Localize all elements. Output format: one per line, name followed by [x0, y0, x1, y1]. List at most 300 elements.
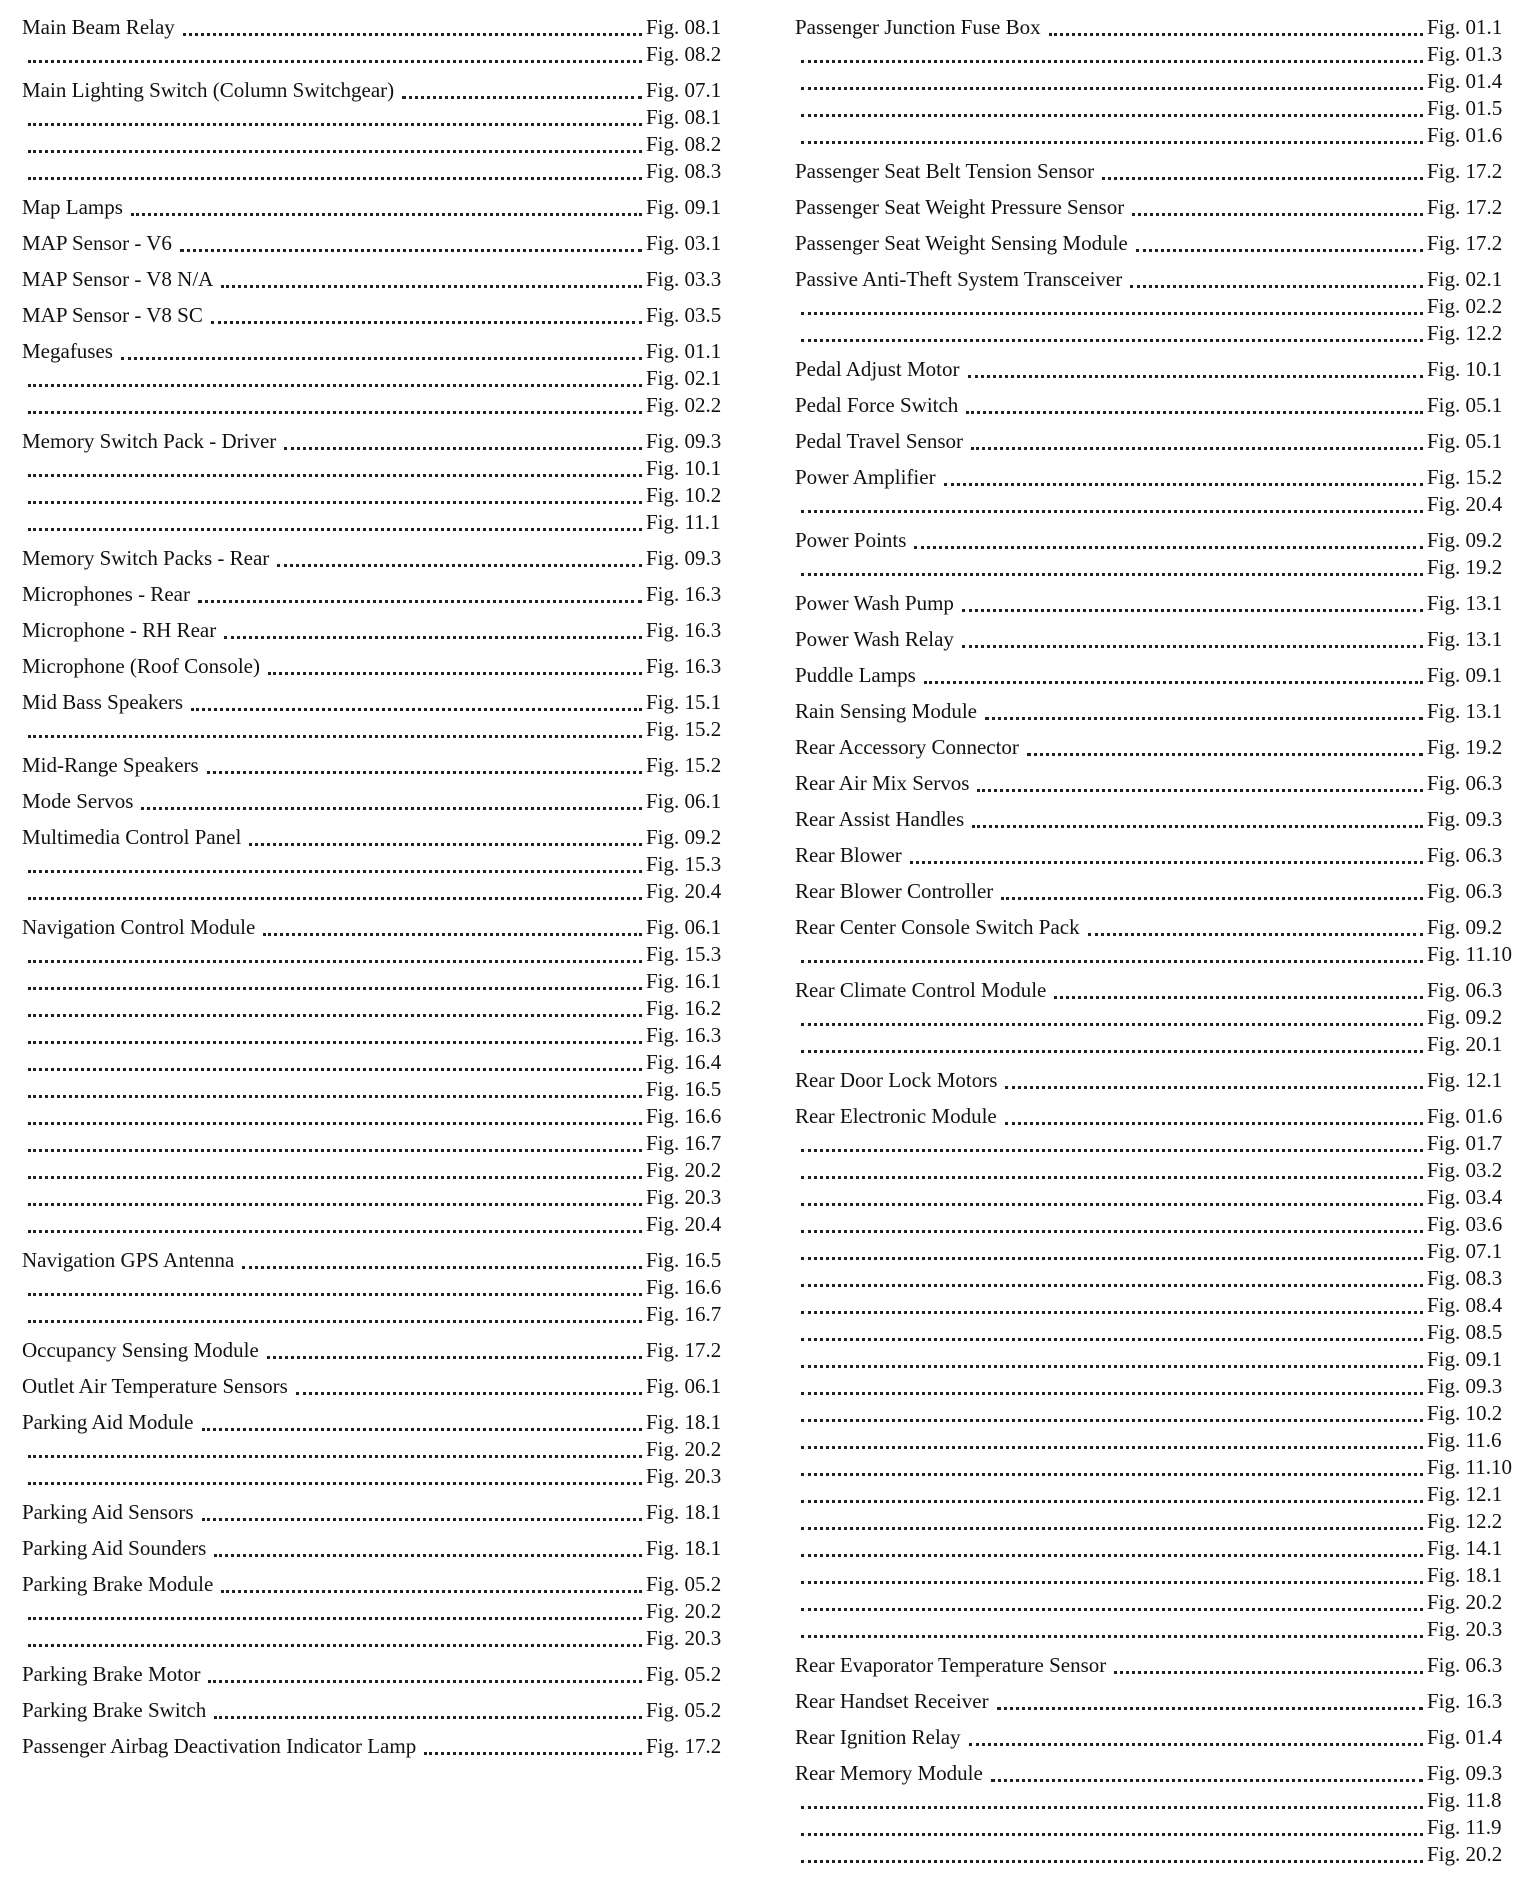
figure-reference[interactable]: Fig. 16.1	[646, 969, 722, 993]
index-entry	[795, 1688, 1511, 1715]
entry-label: Rear Evaporator Temperature Sensor	[795, 1653, 1107, 1677]
dot-leader	[801, 1311, 1423, 1314]
index-entry	[795, 878, 1511, 905]
figure-reference[interactable]: Fig. 08.3	[646, 159, 722, 183]
index-entry	[22, 689, 730, 743]
index-entry-line	[795, 698, 1511, 725]
figure-reference[interactable]: Fig. 20.3	[646, 1626, 722, 1650]
figure-reference[interactable]: Fig. 03.1	[646, 231, 722, 255]
figure-reference[interactable]: Fig. 12.2	[1427, 1509, 1503, 1533]
entry-label: Power Wash Pump	[795, 591, 954, 615]
figure-reference[interactable]: Fig. 12.1	[1427, 1482, 1503, 1506]
index-entry-line	[795, 842, 1511, 869]
figure-reference[interactable]: Fig. 08.3	[1427, 1266, 1503, 1290]
figure-reference[interactable]: Fig. 09.2	[646, 825, 722, 849]
figure-reference[interactable]: Fig. 12.1	[1427, 1068, 1503, 1092]
dot-leader	[214, 1716, 642, 1719]
figure-reference[interactable]: Fig. 08.1	[646, 105, 722, 129]
figure-reference[interactable]: Fig. 15.3	[646, 942, 722, 966]
figure-reference[interactable]: Fig. 08.2	[646, 42, 722, 66]
index-entry-line	[22, 1337, 730, 1364]
figure-reference[interactable]: Fig. 10.1	[646, 456, 722, 480]
figure-reference[interactable]: Fig. 01.4	[1427, 1725, 1503, 1749]
index-entry-line	[795, 734, 1511, 761]
figure-reference[interactable]: Fig. 07.1	[646, 78, 722, 102]
figure-reference[interactable]: Fig. 09.3	[646, 546, 722, 570]
index-continuation-line	[795, 1814, 1511, 1841]
figure-reference[interactable]: Fig. 12.2	[1427, 321, 1503, 345]
index-entry-line	[22, 302, 730, 329]
dot-leader	[28, 474, 642, 477]
figure-reference[interactable]: Fig. 20.2	[1427, 1842, 1503, 1866]
figure-reference[interactable]: Fig. 09.3	[646, 429, 722, 453]
figure-reference[interactable]: Fig. 06.3	[1427, 1653, 1503, 1677]
index-entry	[795, 14, 1511, 149]
index-entry-line	[795, 590, 1511, 617]
figure-reference[interactable]: Fig. 16.3	[646, 618, 722, 642]
index-entry-line	[22, 1697, 730, 1724]
entry-label: Power Wash Relay	[795, 627, 954, 651]
index-entry	[795, 230, 1511, 257]
figure-reference[interactable]: Fig. 16.4	[646, 1050, 722, 1074]
figure-reference[interactable]: Fig. 19.2	[1427, 735, 1503, 759]
figure-reference[interactable]: Fig. 16.6	[646, 1104, 722, 1128]
dot-leader	[141, 807, 642, 810]
dot-leader	[801, 312, 1423, 315]
index-continuation-line	[22, 1184, 730, 1211]
figure-reference[interactable]: Fig. 16.3	[646, 1023, 722, 1047]
dot-leader	[28, 1122, 642, 1125]
figure-reference[interactable]: Fig. 10.1	[1427, 357, 1503, 381]
index-entry	[22, 1409, 730, 1490]
index-entry-line	[795, 428, 1511, 455]
figure-reference[interactable]: Fig. 16.2	[646, 996, 722, 1020]
entry-label: Megafuses	[22, 339, 113, 363]
entry-label: Parking Aid Sounders	[22, 1536, 207, 1560]
index-entry-line	[22, 1733, 730, 1760]
figure-reference[interactable]: Fig. 06.1	[646, 915, 722, 939]
dot-leader	[801, 141, 1423, 144]
figure-reference[interactable]: Fig. 01.7	[1427, 1131, 1503, 1155]
index-entry	[795, 392, 1511, 419]
index-entry-line	[795, 392, 1511, 419]
figure-reference[interactable]: Fig. 11.10	[1427, 1455, 1512, 1479]
index-entry	[795, 194, 1511, 221]
figure-reference[interactable]: Fig. 11.1	[646, 510, 721, 534]
figure-reference[interactable]: Fig. 09.1	[1427, 1347, 1503, 1371]
figure-reference[interactable]: Fig. 06.3	[1427, 771, 1503, 795]
figure-reference[interactable]: Fig. 06.1	[646, 789, 722, 813]
figure-reference[interactable]: Fig. 01.1	[1427, 15, 1503, 39]
dot-leader	[1088, 933, 1423, 936]
dot-leader	[28, 1644, 642, 1647]
dot-leader	[801, 1635, 1423, 1638]
dot-leader	[207, 771, 642, 774]
figure-reference[interactable]: Fig. 20.1	[1427, 1032, 1503, 1056]
dot-leader	[801, 1608, 1423, 1611]
figure-reference[interactable]: Fig. 15.3	[646, 852, 722, 876]
entry-label: Rear Door Lock Motors	[795, 1068, 998, 1092]
figure-reference[interactable]: Fig. 15.2	[646, 753, 722, 777]
index-continuation-line	[22, 455, 730, 482]
figure-reference[interactable]: Fig. 20.4	[1427, 492, 1503, 516]
figure-reference[interactable]: Fig. 18.1	[646, 1536, 722, 1560]
dot-leader	[268, 672, 642, 675]
index-continuation-line	[795, 95, 1511, 122]
figure-reference[interactable]: Fig. 13.1	[1427, 591, 1503, 615]
index-entry-line	[795, 770, 1511, 797]
figure-reference[interactable]: Fig. 11.10	[1427, 942, 1512, 966]
index-column-left	[22, 14, 730, 1769]
figure-reference[interactable]: Fig. 05.2	[646, 1662, 722, 1686]
figure-reference[interactable]: Fig. 02.1	[646, 366, 722, 390]
index-entry	[795, 590, 1511, 617]
figure-reference[interactable]: Fig. 17.2	[646, 1338, 722, 1362]
dot-leader	[801, 1419, 1423, 1422]
index-continuation-line	[795, 1481, 1511, 1508]
figure-reference[interactable]: Fig. 18.1	[646, 1410, 722, 1434]
figure-reference[interactable]: Fig. 01.4	[1427, 69, 1503, 93]
dot-leader	[211, 321, 642, 324]
dot-leader	[28, 1149, 642, 1152]
figure-reference[interactable]: Fig. 16.5	[646, 1248, 722, 1272]
index-entry-line	[22, 1247, 730, 1274]
figure-reference[interactable]: Fig. 20.3	[1427, 1617, 1503, 1641]
index-continuation-line	[22, 1274, 730, 1301]
figure-reference[interactable]: Fig. 16.3	[646, 654, 722, 678]
index-continuation-line	[22, 995, 730, 1022]
index-entry	[22, 1697, 730, 1724]
figure-reference[interactable]: Fig. 06.3	[1427, 843, 1503, 867]
index-entry	[22, 752, 730, 779]
index-continuation-line	[22, 1130, 730, 1157]
index-entry-line	[22, 689, 730, 716]
index-column-right	[795, 14, 1511, 1877]
dot-leader	[28, 1455, 642, 1458]
dot-leader	[1054, 996, 1423, 999]
index-entry	[795, 1067, 1511, 1094]
figure-reference[interactable]: Fig. 09.3	[1427, 1761, 1503, 1785]
figure-reference[interactable]: Fig. 18.1	[646, 1500, 722, 1524]
figure-reference[interactable]: Fig. 17.2	[1427, 231, 1503, 255]
index-continuation-line	[22, 158, 730, 185]
dot-leader	[191, 708, 642, 711]
entry-label: Parking Brake Switch	[22, 1698, 207, 1722]
index-entry	[22, 1571, 730, 1652]
figure-reference[interactable]: Fig. 01.5	[1427, 96, 1503, 120]
entry-label: Rear Ignition Relay	[795, 1725, 961, 1749]
index-continuation-line	[795, 1211, 1511, 1238]
index-entry-line	[22, 14, 730, 41]
index-entry	[795, 1652, 1511, 1679]
index-entry-line	[795, 1652, 1511, 1679]
figure-reference[interactable]: Fig. 15.2	[1427, 465, 1503, 489]
figure-reference[interactable]: Fig. 06.1	[646, 1374, 722, 1398]
index-entry-line	[22, 653, 730, 680]
index-continuation-line	[22, 1598, 730, 1625]
index-continuation-line	[795, 1373, 1511, 1400]
index-continuation-line	[22, 716, 730, 743]
figure-reference[interactable]: Fig. 03.2	[1427, 1158, 1503, 1182]
figure-reference[interactable]: Fig. 08.2	[646, 132, 722, 156]
figure-reference[interactable]: Fig. 06.3	[1427, 978, 1503, 1002]
index-continuation-line	[22, 1157, 730, 1184]
index-continuation-line	[22, 131, 730, 158]
index-continuation-line	[22, 941, 730, 968]
entry-label: Passenger Seat Belt Tension Sensor	[795, 159, 1095, 183]
index-entry-line	[795, 356, 1511, 383]
dot-leader	[985, 717, 1423, 720]
index-entry-line	[22, 824, 730, 851]
dot-leader	[1114, 1671, 1423, 1674]
index-entry	[22, 1733, 730, 1760]
dot-leader	[28, 735, 642, 738]
entry-label: Parking Brake Module	[22, 1572, 214, 1596]
index-continuation-line	[795, 1184, 1511, 1211]
entry-label: Mid Bass Speakers	[22, 690, 183, 714]
entry-label: Passenger Junction Fuse Box	[795, 15, 1041, 39]
figure-reference[interactable]: Fig. 16.7	[646, 1302, 722, 1326]
figure-reference[interactable]: Fig. 01.3	[1427, 42, 1503, 66]
index-entry-line	[22, 752, 730, 779]
index-entry-line	[795, 266, 1511, 293]
index-entry	[795, 698, 1511, 725]
index-continuation-line	[795, 491, 1511, 518]
dot-leader	[28, 1203, 642, 1206]
index-continuation-line	[22, 1211, 730, 1238]
figure-reference[interactable]: Fig. 11.8	[1427, 1788, 1502, 1812]
figure-reference[interactable]: Fig. 13.1	[1427, 699, 1503, 723]
figure-reference[interactable]: Fig. 08.4	[1427, 1293, 1503, 1317]
dot-leader	[267, 1356, 642, 1359]
figure-reference[interactable]: Fig. 17.2	[1427, 195, 1503, 219]
dot-leader	[801, 1581, 1423, 1584]
entry-label: Microphones - Rear	[22, 582, 190, 606]
dot-leader	[977, 789, 1423, 792]
index-continuation-line	[795, 1427, 1511, 1454]
dot-leader	[801, 1149, 1423, 1152]
dot-leader	[28, 1095, 642, 1098]
index-entry-line	[22, 581, 730, 608]
dot-leader	[801, 1365, 1423, 1368]
dot-leader	[28, 960, 642, 963]
index-entry-line	[795, 527, 1511, 554]
entry-label: Memory Switch Packs - Rear	[22, 546, 270, 570]
figure-reference[interactable]: Fig. 09.2	[1427, 915, 1503, 939]
dot-leader	[801, 1860, 1423, 1863]
entry-label: MAP Sensor - V6	[22, 231, 172, 255]
dot-leader	[801, 1392, 1423, 1395]
figure-reference[interactable]: Fig. 03.5	[646, 303, 722, 327]
index-continuation-line	[795, 320, 1511, 347]
index-entry	[22, 914, 730, 1238]
index-continuation-line	[22, 104, 730, 131]
index-entry-line	[22, 1499, 730, 1526]
dot-leader	[221, 1590, 642, 1593]
index-entry-line	[795, 158, 1511, 185]
figure-reference[interactable]: Fig. 09.3	[1427, 807, 1503, 831]
figure-reference[interactable]: Fig. 02.2	[646, 393, 722, 417]
figure-reference[interactable]: Fig. 01.1	[646, 339, 722, 363]
index-entry	[22, 1499, 730, 1526]
figure-reference[interactable]: Fig. 01.6	[1427, 1104, 1503, 1128]
index-entry-line	[795, 194, 1511, 221]
figure-reference[interactable]: Fig. 10.2	[646, 483, 722, 507]
figure-reference[interactable]: Fig. 08.5	[1427, 1320, 1503, 1344]
index-entry	[795, 158, 1511, 185]
index-entry	[795, 1724, 1511, 1751]
index-continuation-line	[22, 1301, 730, 1328]
figure-reference[interactable]: Fig. 20.2	[646, 1158, 722, 1182]
index-entry	[22, 1337, 730, 1364]
figure-reference[interactable]: Fig. 09.1	[646, 195, 722, 219]
index-continuation-line	[795, 554, 1511, 581]
figure-reference[interactable]: Fig. 01.6	[1427, 123, 1503, 147]
index-continuation-line	[795, 1562, 1511, 1589]
figure-reference[interactable]: Fig. 05.1	[1427, 393, 1503, 417]
index-entry-line	[22, 1535, 730, 1562]
dot-leader	[202, 1518, 642, 1521]
figure-reference[interactable]: Fig. 09.3	[1427, 1374, 1503, 1398]
entry-label: Microphone (Roof Console)	[22, 654, 260, 678]
index-entry	[22, 77, 730, 185]
dot-leader	[277, 564, 642, 567]
figure-reference[interactable]: Fig. 03.3	[646, 267, 722, 291]
index-entry-line	[795, 1760, 1511, 1787]
entry-label: Rear Climate Control Module	[795, 978, 1047, 1002]
index-continuation-line	[22, 1049, 730, 1076]
figure-reference[interactable]: Fig. 07.1	[1427, 1239, 1503, 1263]
index-entry-line	[795, 977, 1511, 1004]
figure-reference[interactable]: Fig. 09.2	[1427, 528, 1503, 552]
figure-reference[interactable]: Fig. 16.3	[1427, 1689, 1503, 1713]
index-entry-line	[22, 1373, 730, 1400]
index-entry-line	[795, 878, 1511, 905]
figure-reference[interactable]: Fig. 10.2	[1427, 1401, 1503, 1425]
figure-reference[interactable]: Fig. 20.4	[646, 1212, 722, 1236]
dot-leader	[28, 1293, 642, 1296]
dot-leader	[28, 1617, 642, 1620]
index-continuation-line	[22, 968, 730, 995]
dot-leader	[801, 1230, 1423, 1233]
figure-reference[interactable]: Fig. 09.2	[1427, 1005, 1503, 1029]
entry-label: Multimedia Control Panel	[22, 825, 242, 849]
figure-reference[interactable]: Fig. 20.2	[646, 1599, 722, 1623]
dot-leader	[28, 1482, 642, 1485]
figure-reference[interactable]: Fig. 03.4	[1427, 1185, 1503, 1209]
entry-label: Rear Accessory Connector	[795, 735, 1019, 759]
dot-leader	[801, 1446, 1423, 1449]
entry-label: Passenger Seat Weight Pressure Sensor	[795, 195, 1125, 219]
figure-reference[interactable]: Fig. 13.1	[1427, 627, 1503, 651]
figure-reference[interactable]: Fig. 05.2	[646, 1572, 722, 1596]
index-entry-line	[795, 626, 1511, 653]
figure-reference[interactable]: Fig. 19.2	[1427, 555, 1503, 579]
figure-reference[interactable]: Fig. 05.1	[1427, 429, 1503, 453]
index-continuation-line	[22, 851, 730, 878]
figure-reference[interactable]: Fig. 09.1	[1427, 663, 1503, 687]
figure-reference[interactable]: Fig. 03.6	[1427, 1212, 1503, 1236]
entry-label: Puddle Lamps	[795, 663, 916, 687]
index-continuation-line	[22, 1625, 730, 1652]
dot-leader	[28, 1230, 642, 1233]
figure-reference[interactable]: Fig. 20.2	[1427, 1590, 1503, 1614]
figure-reference[interactable]: Fig. 16.3	[646, 582, 722, 606]
figure-reference[interactable]: Fig. 15.1	[646, 690, 722, 714]
index-entry-line	[22, 230, 730, 257]
entry-label: Occupancy Sensing Module	[22, 1338, 259, 1362]
figure-reference[interactable]: Fig. 05.2	[646, 1698, 722, 1722]
entry-label: Pedal Adjust Motor	[795, 357, 960, 381]
index-entry	[22, 617, 730, 644]
dot-leader	[202, 1428, 643, 1431]
index-entry	[22, 266, 730, 293]
figure-reference[interactable]: Fig. 20.3	[646, 1464, 722, 1488]
index-continuation-line	[22, 1022, 730, 1049]
index-entry	[795, 428, 1511, 455]
index-continuation-line	[22, 1076, 730, 1103]
entry-label: Rain Sensing Module	[795, 699, 977, 723]
index-continuation-line	[795, 122, 1511, 149]
dot-leader	[1130, 285, 1423, 288]
figure-reference[interactable]: Fig. 11.9	[1427, 1815, 1502, 1839]
figure-reference[interactable]: Fig. 17.2	[646, 1734, 722, 1758]
dot-leader	[966, 411, 1423, 414]
dot-leader	[221, 285, 642, 288]
dot-leader	[991, 1779, 1423, 1782]
entry-label: Memory Switch Pack - Driver	[22, 429, 277, 453]
figure-reference[interactable]: Fig. 14.1	[1427, 1536, 1503, 1560]
dot-leader	[801, 114, 1423, 117]
figure-reference[interactable]: Fig. 16.6	[646, 1275, 722, 1299]
figure-reference[interactable]: Fig. 11.6	[1427, 1428, 1502, 1452]
index-continuation-line	[795, 1004, 1511, 1031]
index-continuation-line	[795, 1238, 1511, 1265]
figure-reference[interactable]: Fig. 06.3	[1427, 879, 1503, 903]
figure-reference[interactable]: Fig. 08.1	[646, 15, 722, 39]
dot-leader	[801, 60, 1423, 63]
dot-leader	[801, 1284, 1423, 1287]
figure-reference[interactable]: Fig. 20.4	[646, 879, 722, 903]
entry-label: Navigation GPS Antenna	[22, 1248, 235, 1272]
figure-reference[interactable]: Fig. 02.2	[1427, 294, 1503, 318]
dot-leader	[28, 501, 642, 504]
index-entry	[795, 842, 1511, 869]
entry-label: Microphone - RH Rear	[22, 618, 217, 642]
dot-leader	[1027, 753, 1423, 756]
figure-reference[interactable]: Fig. 16.7	[646, 1131, 722, 1155]
entry-label: Map Lamps	[22, 195, 123, 219]
figure-reference[interactable]: Fig. 16.5	[646, 1077, 722, 1101]
figure-reference[interactable]: Fig. 20.2	[646, 1437, 722, 1461]
figure-reference[interactable]: Fig. 17.2	[1427, 159, 1503, 183]
figure-reference[interactable]: Fig. 02.1	[1427, 267, 1503, 291]
figure-reference[interactable]: Fig. 20.3	[646, 1185, 722, 1209]
index-continuation-line	[795, 1454, 1511, 1481]
index-entry-line	[795, 14, 1511, 41]
index-entry	[795, 527, 1511, 581]
entry-label: Power Amplifier	[795, 465, 936, 489]
index-entry-line	[795, 662, 1511, 689]
index-continuation-line	[795, 1031, 1511, 1058]
figure-reference[interactable]: Fig. 15.2	[646, 717, 722, 741]
index-continuation-line	[22, 1436, 730, 1463]
index-entry	[22, 788, 730, 815]
entry-label: MAP Sensor - V8 SC	[22, 303, 203, 327]
figure-reference[interactable]: Fig. 18.1	[1427, 1563, 1503, 1587]
index-entry-line	[22, 266, 730, 293]
index-entry-line	[22, 77, 730, 104]
